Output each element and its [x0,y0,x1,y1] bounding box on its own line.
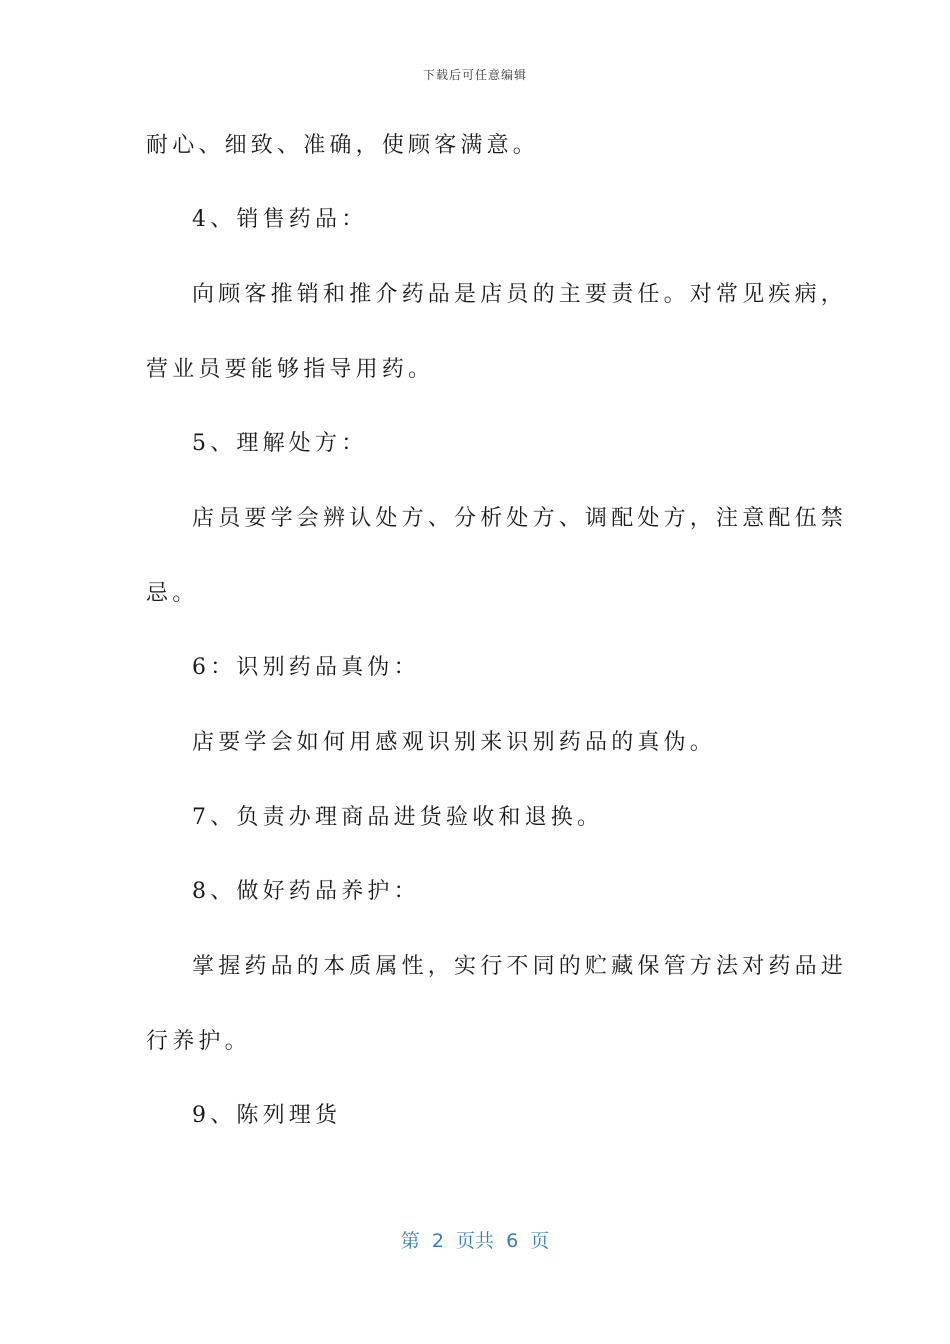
text-line: 耐心、细致、准确，使顾客满意。 [146,133,540,158]
section-heading: 9、陈列理货 [192,1103,342,1128]
text-line: 忌。 [146,581,199,606]
text-line: 行养护。 [146,1029,251,1054]
section-heading: 6：识别药品真伪： [192,655,420,680]
page-number-footer: 第 2 页共 6 页 [400,1230,550,1252]
text-line: 向顾客推销和推介药品是店员的主要责任。对常见疾病， [192,282,848,307]
section-heading: 5、理解处方： [192,431,368,456]
text-line: 营业员要能够指导用药。 [146,357,435,382]
section-heading: 7、负责办理商品进货验收和退换。 [192,805,604,830]
section-heading: 8、做好药品养护： [192,879,420,904]
section-heading: 4、销售药品： [192,207,368,232]
text-line: 店要学会如何用感观识别来识别药品的真伪。 [192,730,717,755]
text-line: 掌握药品的本质属性，实行不同的贮藏保管方法对药品进 [192,954,848,979]
header-note: 下载后可任意编辑 [422,68,527,82]
text-line: 店员要学会辨认处方、分析处方、调配处方，注意配伍禁 [192,506,848,531]
